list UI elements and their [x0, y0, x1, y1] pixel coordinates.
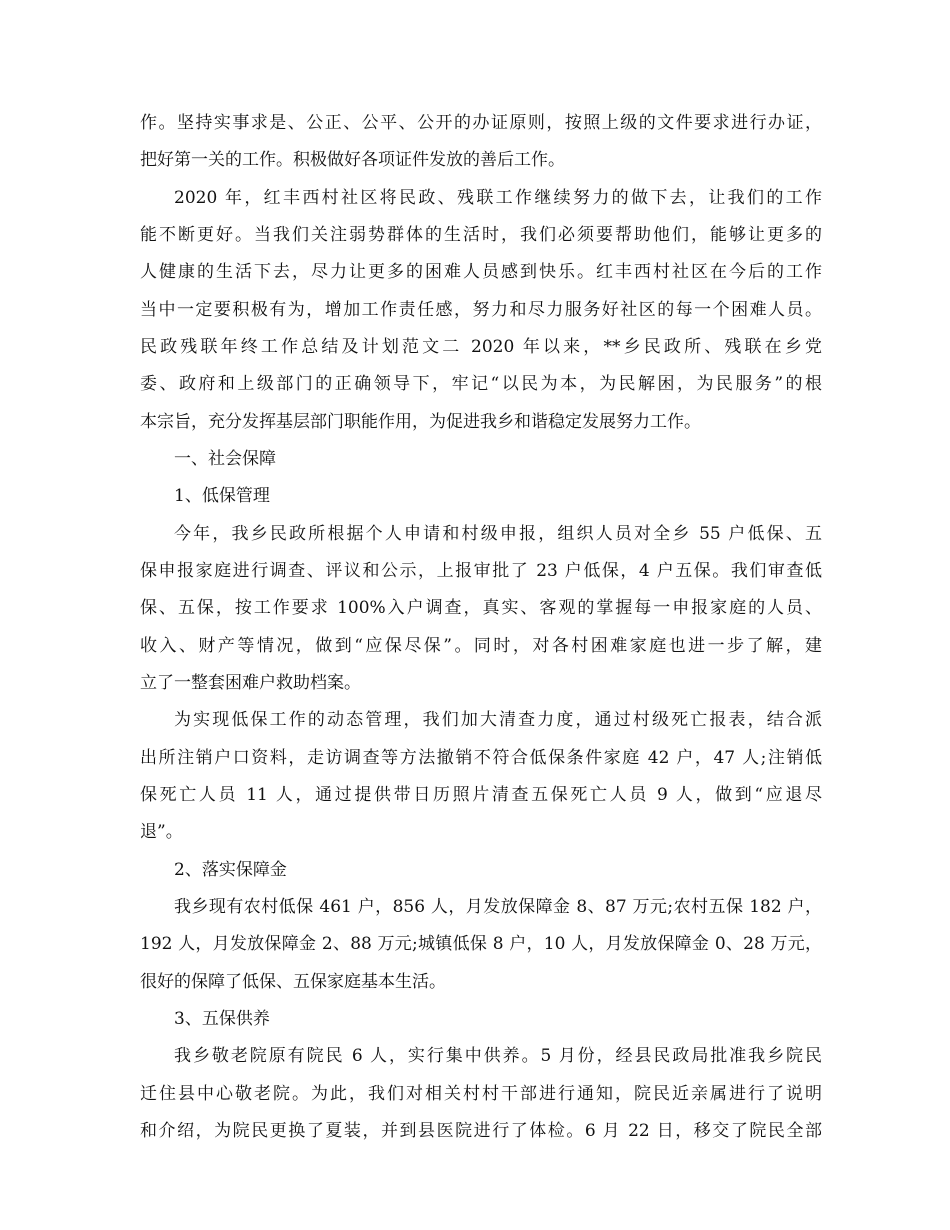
- text-line: 为实现低保工作的动态管理，我们加大清查力度，通过村级死亡报表，结合派: [174, 710, 822, 730]
- text-line: 迁住县中心敬老院。为此，我们对相关村村干部进行通知，院民近亲属进行了说明: [140, 1084, 822, 1104]
- text-line: 作。坚持实事求是、公正、公平、公开的办证原则，按照上级的文件要求进行办证，: [140, 113, 822, 133]
- text-line: 保、五保，按工作要求 100%入户调查，真实、客观的掌握每一申报家庭的人员、: [140, 598, 822, 618]
- text-line: 我乡敬老院原有院民 6 人，实行集中供养。5 月份，经县民政局批准我乡院民: [174, 1046, 822, 1066]
- text-line: 出所注销户口资料，走访调查等方法撤销不符合低保条件家庭 42 户，47 人;注销低: [140, 748, 822, 768]
- text-line: 人健康的生活下去，尽力让更多的困难人员感到快乐。红丰西村社区在今后的工作: [140, 262, 822, 282]
- text-line: 把好第一关的工作。积极做好各项证件发放的善后工作。: [140, 150, 565, 170]
- text-line: 收入、财产等情况，做到“应保尽保”。同时，对各村困难家庭也进一步了解，建: [140, 636, 822, 656]
- text-line: 2020 年，红丰西村社区将民政、残联工作继续努力的做下去，让我们的工作: [174, 188, 822, 208]
- text-line: 很好的保障了低保、五保家庭基本生活。: [140, 972, 446, 992]
- text-line: 本宗旨，充分发挥基层部门职能作用，为促进我乡和谐稳定发展努力工作。: [140, 412, 701, 432]
- text-line: 今年，我乡民政所根据个人申请和村级申报，组织人员对全乡 55 户低保、五: [174, 524, 822, 544]
- subsection-heading: 1、低保管理: [174, 486, 270, 506]
- text-line: 保死亡人员 11 人，通过提供带日历照片清查五保死亡人员 9 人，做到“应退尽: [140, 785, 822, 805]
- subsection-heading: 2、落实保障金: [174, 860, 287, 880]
- text-line: 立了一整套困难户救助档案。: [140, 673, 361, 693]
- text-line: 能不断更好。当我们关注弱势群体的生活时，我们必须要帮助他们，能够让更多的: [140, 225, 822, 245]
- text-line: 和介绍，为院民更换了夏装，并到县医院进行了体检。6 月 22 日，移交了院民全部: [140, 1121, 822, 1141]
- text-line: 退”。: [140, 822, 183, 842]
- text-line: 当中一定要积极有为，增加工作责任感，努力和尽力服务好社区的每一个困难人员。: [140, 300, 822, 320]
- subsection-heading: 3、五保供养: [174, 1009, 270, 1029]
- text-line: 我乡现有农村低保 461 户，856 人，月发放保障金 8、87 万元;农村五保 182 户，: [174, 897, 822, 917]
- text-line: 192 人，月发放保障金 2、88 万元;城镇低保 8 户，10 人，月发放保障金 0、28 万元，: [140, 934, 822, 954]
- text-line: 保申报家庭进行调查、评议和公示，上报审批了 23 户低保，4 户五保。我们审查低: [140, 561, 822, 581]
- section-heading: 一、社会保障: [174, 449, 276, 469]
- text-line: 民政残联年终工作总结及计划范文二 2020 年以来，**乡民政所、残联在乡党: [140, 337, 822, 357]
- text-line: 委、政府和上级部门的正确领导下，牢记“以民为本，为民解困，为民服务”的根: [140, 374, 822, 394]
